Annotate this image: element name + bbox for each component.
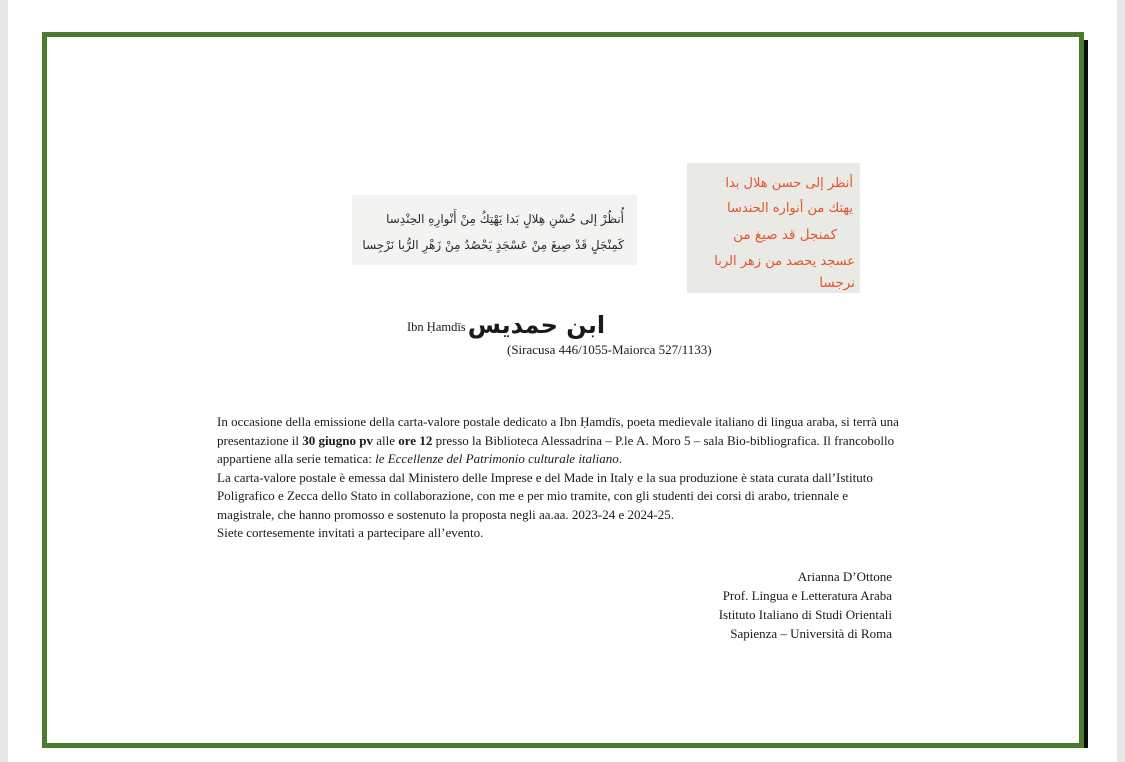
handwritten-poem-line-3: كمنجل قد صيغ من [733,227,837,243]
page-edge-left [0,0,8,762]
announcement-text-1: In occasione della emissione della carta-valore postale dedicato a Ibn Ḥamdīs, poeta medievale italiano di lingua araba, si terrà una presentazione il [217,414,899,448]
invitation-body [217,413,902,543]
printed-poem-image [352,195,637,265]
poet-name-arabic: ابن حمديس [467,311,606,339]
printed-poem-svg [352,195,637,265]
page-edge-right [1117,0,1125,762]
signature-block [647,567,892,643]
event-date: 30 giugno pv [302,432,373,448]
poet-name-latin: Ibn Ḥamdīs [407,320,466,334]
announcement-text-3: presso la Biblioteca Alessadrina – P.le A. Moro 5 – sala Bio-bibliografica. Il francobollo appartiene alla serie tematica: [217,432,895,466]
handwritten-poem-image [687,163,860,293]
paragraph-production: La carta-valore postale è emessa dal Ministero delle Imprese e del Made in Italy e la sua produzione è stata curata dall’Istituto Poligrafico e Zecca dello Stato in collaborazione, con me e per mio tramite, con gli studenti dei corsi di arabo, triennale e magistrale, che hanno promosso e sostenuto la proposta negli aa.aa. 2023-24 e 2024-25. [217,469,873,522]
handwritten-poem-svg [687,163,860,293]
stamp-series: le Eccellenze del Patrimonio culturale italiano [375,451,619,466]
signature-institute: Istituto Italiano di Studi Orientali [718,607,892,622]
invitation-card [42,32,1084,748]
paragraph-invitation: Siete cortesemente invitati a partecipare all’evento. [217,525,484,540]
signature-role: Prof. Lingua e Letteratura Araba [722,588,892,603]
announcement-text-2: alle [373,432,399,448]
handwritten-poem-line-1: أنظر إلى حسن هلال بدا [725,176,853,191]
poet-dates: (Siracusa 446/1055-Maiorca 527/1133) [507,342,712,357]
announcement-end: . [618,451,623,466]
poet-heading [407,305,605,339]
handwritten-poem-line-4: عسجد يحصد من زهر الربا [714,254,855,269]
printed-poem-line-1: أُنظُرْ إلى حُسْنِ هِلالٍ بَدا يَهْتِكُ مِنْ أَنْوارِهِ الحِنْدِسا [386,212,624,226]
signature-name: Arianna D’Ottone [797,569,892,584]
handwritten-poem-line-2: يهتك من أنواره الحندسا [727,201,853,216]
event-time: ore 12 [398,432,433,448]
handwritten-poem-line-5: نرجسا [819,275,855,291]
signature-university: Sapienza – Università di Roma [730,626,892,641]
printed-poem-line-2: كَمِنْجَلٍ قَدْ صِيغَ مِنْ عَسْجَدٍ يَحْصُدُ مِنْ زَهْرِ الرُّبا نَرْجِسا [362,238,624,252]
paragraph-announcement [217,413,902,469]
